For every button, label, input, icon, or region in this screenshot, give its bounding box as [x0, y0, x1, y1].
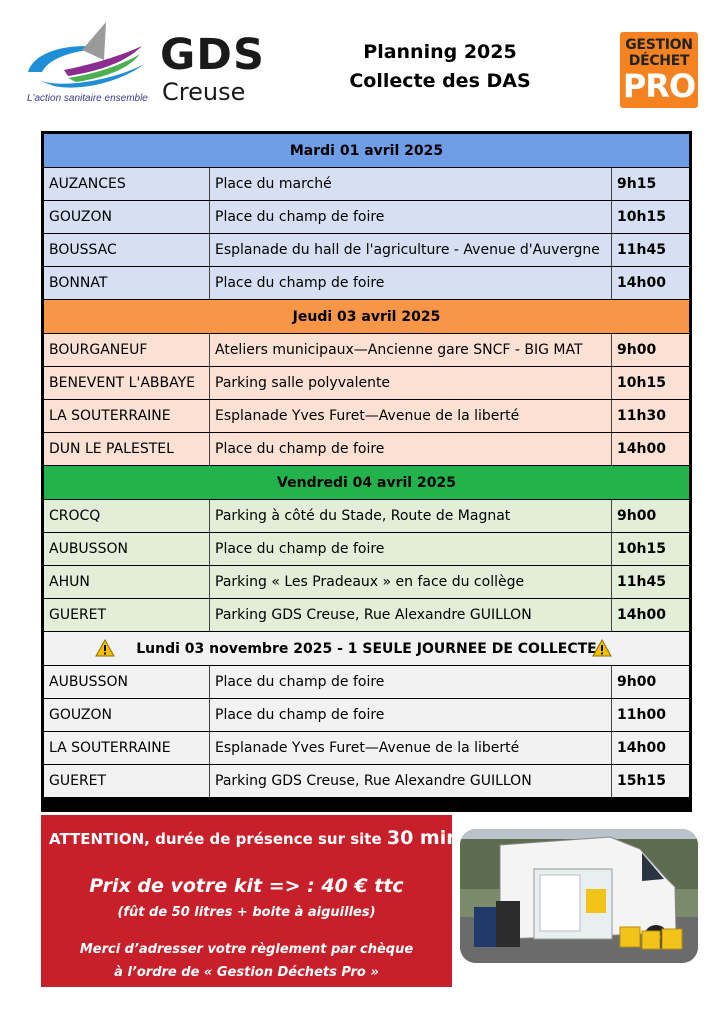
- warning-icon: [592, 639, 612, 657]
- time-cell: 15h15: [617, 773, 666, 789]
- gds-name: GDS: [160, 30, 265, 80]
- info-box: [41, 815, 460, 987]
- gds-swoosh-icon: [24, 20, 149, 90]
- gds-creuse-logo: [24, 20, 284, 110]
- day-title: Lundi 03 novembre 2025 - 1 SEULE JOURNEE DE COLLECTE: [136, 640, 597, 657]
- town-cell: AUBUSSON: [44, 533, 210, 565]
- place-cell: Place du marché: [210, 168, 612, 200]
- time-cell: 11h30: [617, 408, 666, 424]
- day-header: [44, 300, 689, 333]
- gds-tagline: L'action sanitaire ensemble: [27, 93, 148, 104]
- attention-prefix: ATTENTION, durée de présence sur site: [49, 830, 387, 848]
- day-header: [44, 134, 689, 167]
- day-title: Jeudi 03 avril 2025: [292, 308, 441, 325]
- table-row: [44, 566, 689, 598]
- place-cell: Place du champ de foire: [210, 433, 612, 465]
- time-cell: 11h45: [617, 242, 666, 258]
- table-row: [44, 666, 689, 698]
- place-cell: Place du champ de foire: [210, 533, 612, 565]
- town-cell: GOUZON: [44, 201, 210, 233]
- partner-line-2: DÉCHET: [628, 53, 690, 69]
- place-cell: Place du champ de foire: [210, 666, 612, 698]
- time-cell: 10h15: [617, 209, 666, 225]
- title-line-1: Planning 2025: [363, 41, 517, 63]
- van-illustration: [460, 829, 698, 963]
- time-cell: 9h00: [617, 342, 657, 358]
- kit-detail: (fût de 50 litres + boite à aiguilles): [117, 905, 376, 920]
- time-cell: 10h15: [617, 541, 666, 557]
- collection-van-photo: [460, 829, 698, 963]
- town-cell: LA SOUTERRAINE: [44, 732, 210, 764]
- day-title: Vendredi 04 avril 2025: [277, 474, 456, 491]
- kit-price: Prix de votre kit => : 40 € ttc: [89, 875, 404, 897]
- place-cell: Parking salle polyvalente: [210, 367, 612, 399]
- table-row: [44, 765, 689, 797]
- time-cell: 11h00: [617, 707, 666, 723]
- place-cell: Esplanade du hall de l'agriculture - Avenue d'Auvergne: [210, 234, 612, 266]
- table-row: [44, 234, 689, 266]
- place-cell: Parking à côté du Stade, Route de Magnat: [210, 500, 612, 532]
- town-cell: CROCQ: [44, 500, 210, 532]
- town-cell: BONNAT: [44, 267, 210, 299]
- table-row: [44, 433, 689, 465]
- town-cell: BENEVENT L'ABBAYE: [44, 367, 210, 399]
- payment-line-2: à l’ordre de « Gestion Déchets Pro »: [114, 965, 379, 980]
- time-cell: 14h00: [617, 441, 666, 457]
- town-cell: LA SOUTERRAINE: [44, 400, 210, 432]
- time-cell: 14h00: [617, 275, 666, 291]
- table-row: [44, 732, 689, 764]
- time-cell: 14h00: [617, 607, 666, 623]
- town-cell: AHUN: [44, 566, 210, 598]
- attention-duration: 30 min: [386, 827, 460, 849]
- place-cell: Parking GDS Creuse, Rue Alexandre GUILLON: [210, 765, 612, 797]
- day-title: Mardi 01 avril 2025: [289, 142, 444, 159]
- table-row: [44, 400, 689, 432]
- place-cell: Place du champ de foire: [210, 201, 612, 233]
- place-cell: Place du champ de foire: [210, 267, 612, 299]
- table-row: [44, 168, 689, 200]
- town-cell: BOURGANEUF: [44, 334, 210, 366]
- gestion-dechet-pro-logo: [620, 32, 698, 108]
- time-cell: 9h15: [617, 176, 657, 192]
- gds-subtitle: Creuse: [162, 78, 246, 106]
- table-row: [44, 267, 689, 299]
- town-cell: DUN LE PALESTEL: [44, 433, 210, 465]
- warning-icon: [95, 639, 115, 657]
- time-cell: 14h00: [617, 740, 666, 756]
- town-cell: AUBUSSON: [44, 666, 210, 698]
- town-cell: BOUSSAC: [44, 234, 210, 266]
- town-cell: GUERET: [44, 765, 210, 797]
- attention-text: [49, 827, 460, 849]
- collection-schedule-table: [41, 131, 692, 812]
- title-line-2: Collecte des DAS: [349, 70, 531, 92]
- town-cell: GOUZON: [44, 699, 210, 731]
- place-cell: Parking « Les Pradeaux » en face du collège: [210, 566, 612, 598]
- day-header: [44, 466, 689, 499]
- time-cell: 9h00: [617, 674, 657, 690]
- table-row: [44, 699, 689, 731]
- page-title: [320, 38, 560, 96]
- day-header: [44, 632, 689, 665]
- time-cell: 10h15: [617, 375, 666, 391]
- place-cell: Place du champ de foire: [210, 699, 612, 731]
- time-cell: 11h45: [617, 574, 666, 590]
- time-cell: 9h00: [617, 508, 657, 524]
- place-cell: Esplanade Yves Furet—Avenue de la liberté: [210, 400, 612, 432]
- table-row: [44, 599, 689, 631]
- table-row: [44, 500, 689, 532]
- partner-line-1: GESTION: [625, 37, 693, 53]
- place-cell: Esplanade Yves Furet—Avenue de la liberté: [210, 732, 612, 764]
- table-row: [44, 533, 689, 565]
- partner-line-3: PRO: [622, 67, 696, 105]
- page-header: [0, 0, 724, 125]
- table-row: [44, 334, 689, 366]
- town-cell: AUZANCES: [44, 168, 210, 200]
- place-cell: Ateliers municipaux—Ancienne gare SNCF - BIG MAT: [210, 334, 612, 366]
- place-cell: Parking GDS Creuse, Rue Alexandre GUILLON: [210, 599, 612, 631]
- table-row: [44, 201, 689, 233]
- town-cell: GUERET: [44, 599, 210, 631]
- payment-line-1: Merci d’adresser votre règlement par chèque: [79, 942, 414, 957]
- table-row: [44, 367, 689, 399]
